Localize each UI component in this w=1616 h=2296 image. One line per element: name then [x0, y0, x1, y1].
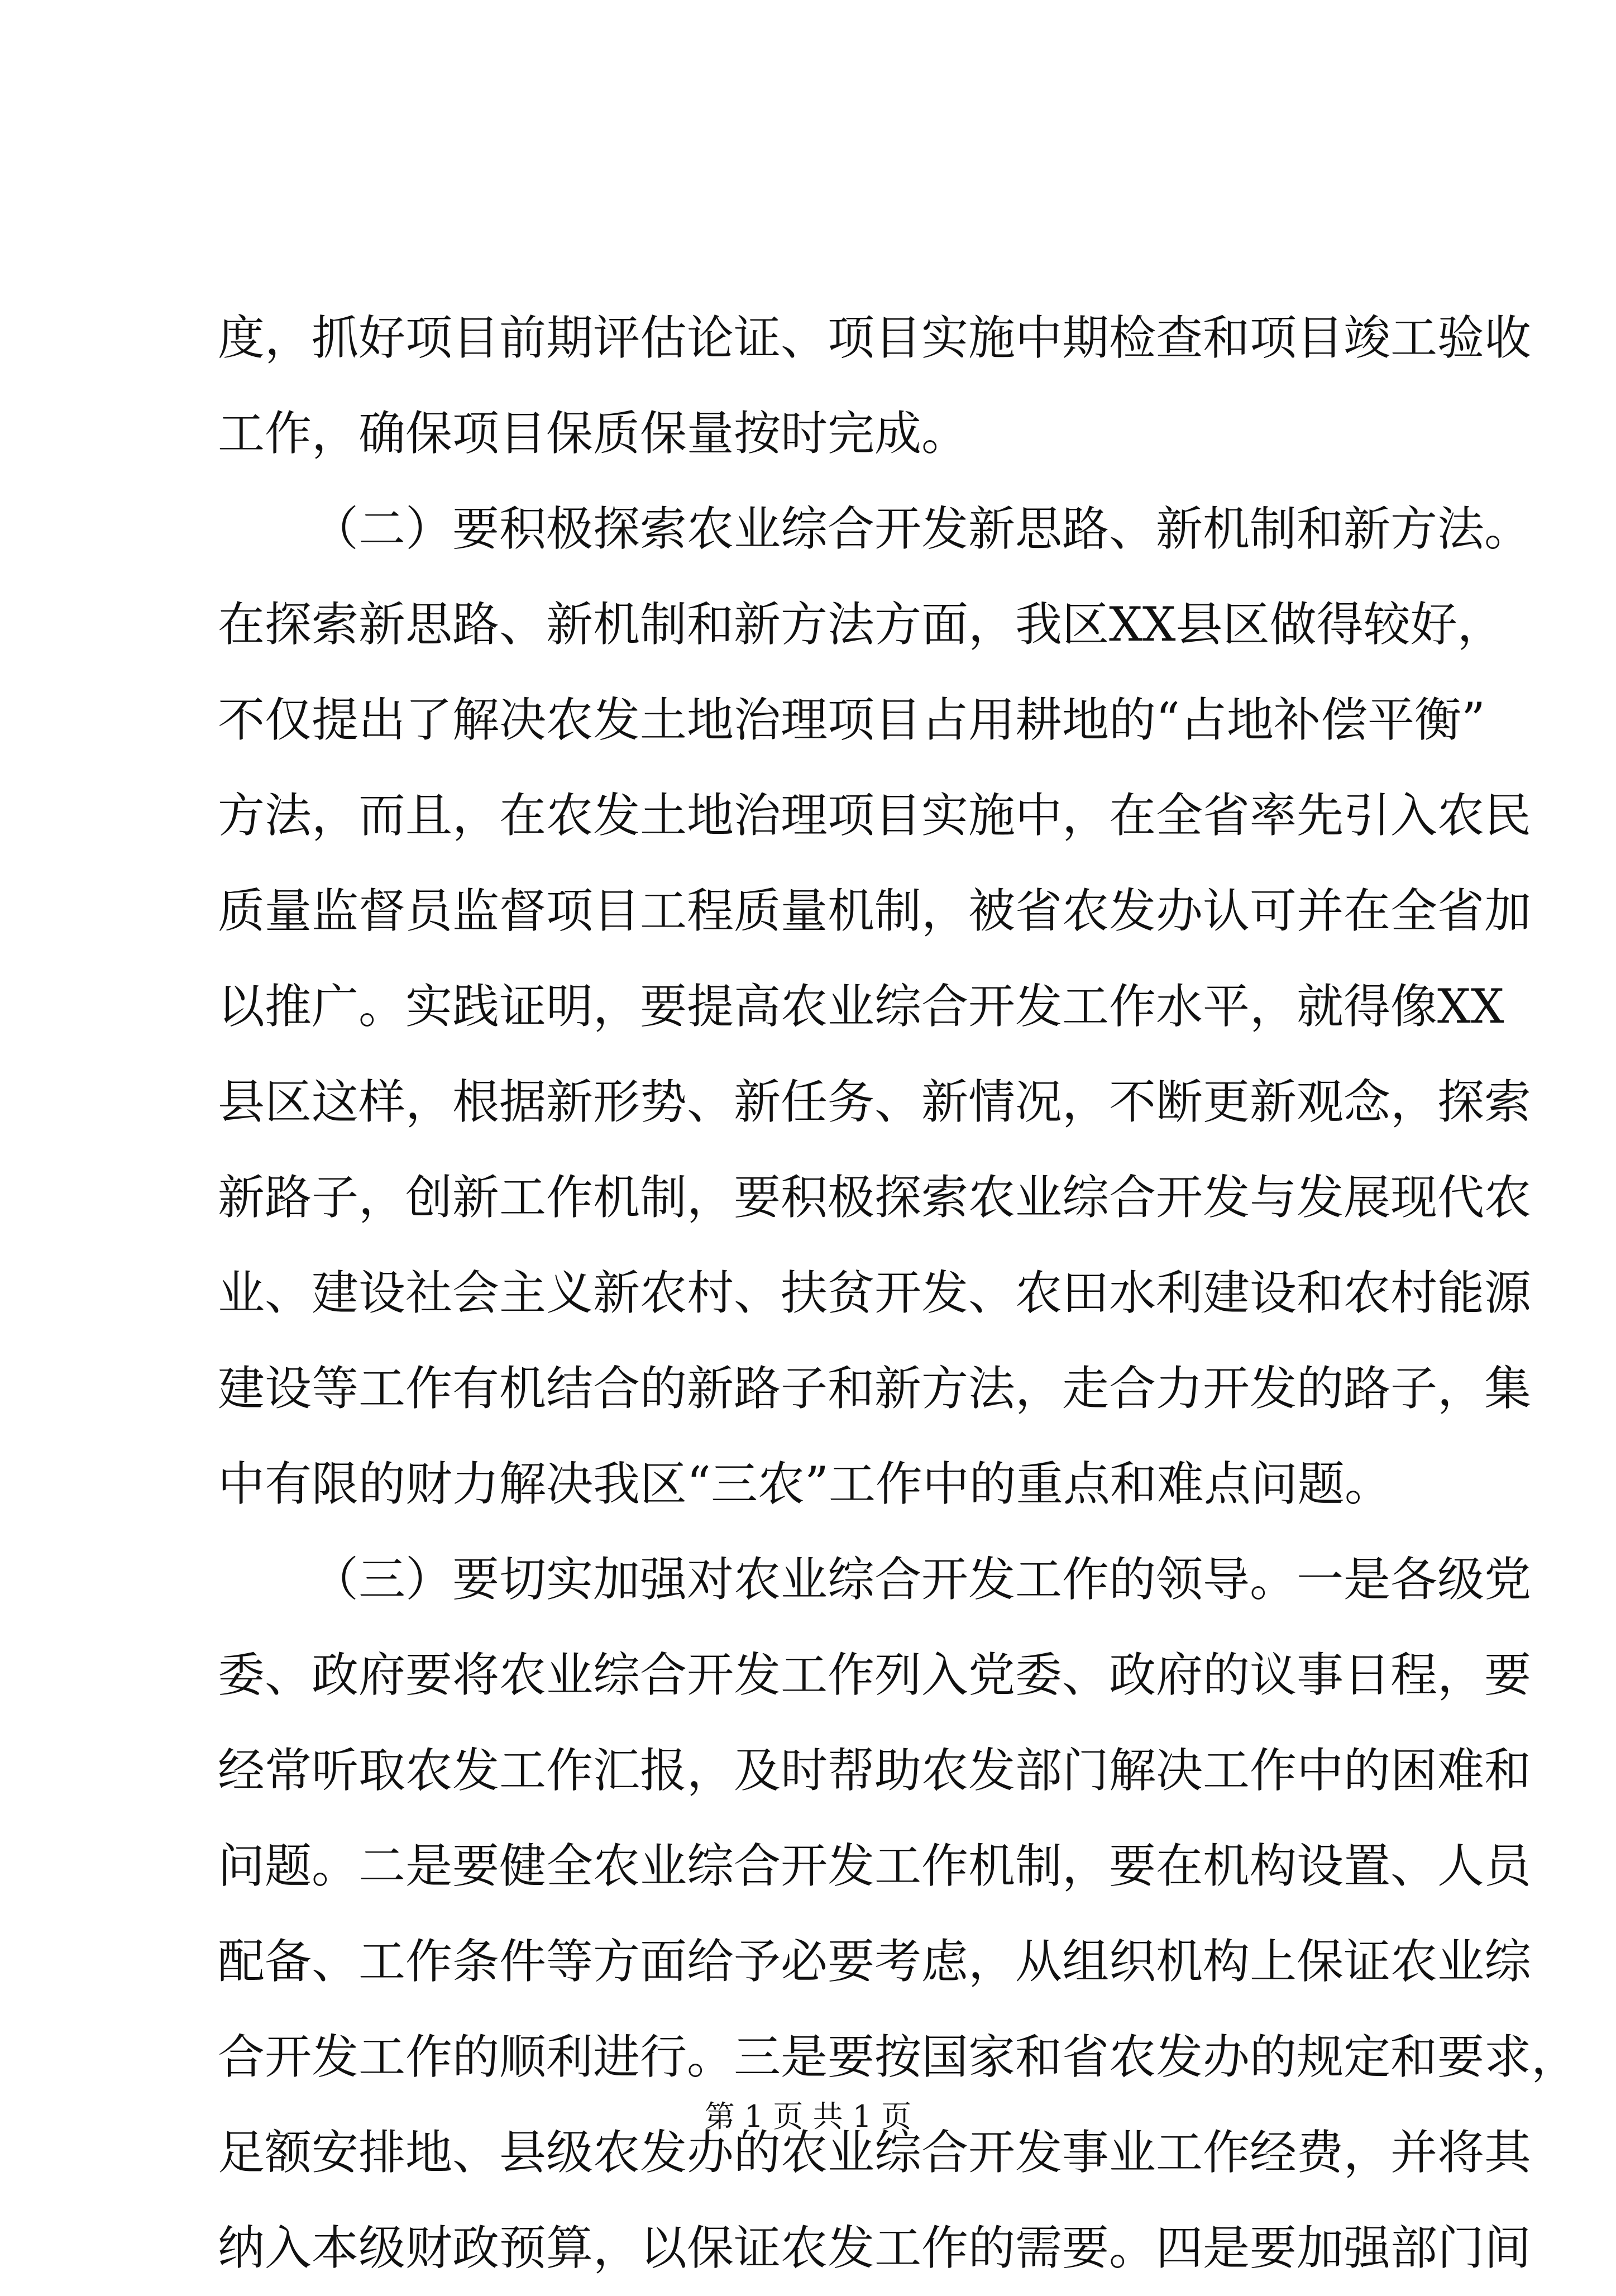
text-line: 纳入本级财政预算，以保证农发工作的需要。四是要加强部门间: [218, 2221, 1532, 2275]
text-line: 配备、工作条件等方面给予必要考虑，从组织机构上保证农业综: [218, 1934, 1532, 1989]
text-line: 方法，而且，在农发土地治理项目实施中，在全省率先引入农民: [218, 788, 1532, 843]
text-line: 以推广。实践证明，要提高农业综合开发工作水平，就得像XX: [218, 979, 1504, 1034]
text-line: 业、建设社会主义新农村、扶贫开发、农田水利建设和农村能源: [218, 1266, 1532, 1320]
document-body: [218, 290, 1579, 2296]
text-line: 中有限的财力解决我区“三农”工作中的重点和难点问题。: [218, 1457, 1392, 1511]
text-line: 足额安排地、县级农发办的农业综合开发事业工作经费，并将其: [218, 2125, 1532, 2180]
text-line: 合开发工作的顺利进行。三是要按国家和省农发办的规定和要求，: [218, 2030, 1579, 2084]
page-footer: [0, 2094, 1616, 2139]
text-line: 工作，确保项目保质保量按时完成。: [218, 406, 969, 461]
text-line: 建设等工作有机结合的新路子和新方法，走合力开发的路子，集: [218, 1361, 1532, 1416]
section-heading-line: （三）要切实加强对农业综合开发工作的领导。一是各级党: [312, 1552, 1532, 1607]
text-line: 不仅提出了解决农发土地治理项目占用耕地的“占地补偿平衡”: [218, 693, 1485, 747]
text-line: 在探索新思路、新机制和新方法方面，我区XX县区做得较好，: [218, 597, 1504, 652]
text-line: 问题。二是要健全农业综合开发工作机制，要在机构设置、人员: [218, 1839, 1532, 1893]
section-heading-line: （二）要积极探索农业综合开发新思路、新机制和新方法。: [312, 502, 1532, 556]
text-line: 质量监督员监督项目工程质量机制，被省农发办认可并在全省加: [218, 884, 1532, 938]
text-line: 度，抓好项目前期评估论证、项目实施中期检查和项目竣工验收: [218, 311, 1532, 365]
text-line: 县区这样，根据新形势、新任务、新情况，不断更新观念，探索: [218, 1075, 1532, 1129]
text-line: 委、政府要将农业综合开发工作列入党委、政府的议事日程，要: [218, 1648, 1532, 1702]
text-line: 新路子，创新工作机制，要积极探索农业综合开发与发展现代农: [218, 1170, 1532, 1225]
text-line: 经常听取农发工作汇报，及时帮助农发部门解决工作中的困难和: [218, 1743, 1532, 1798]
page-number-label: 第 1 页 共 1 页: [704, 2099, 912, 2134]
